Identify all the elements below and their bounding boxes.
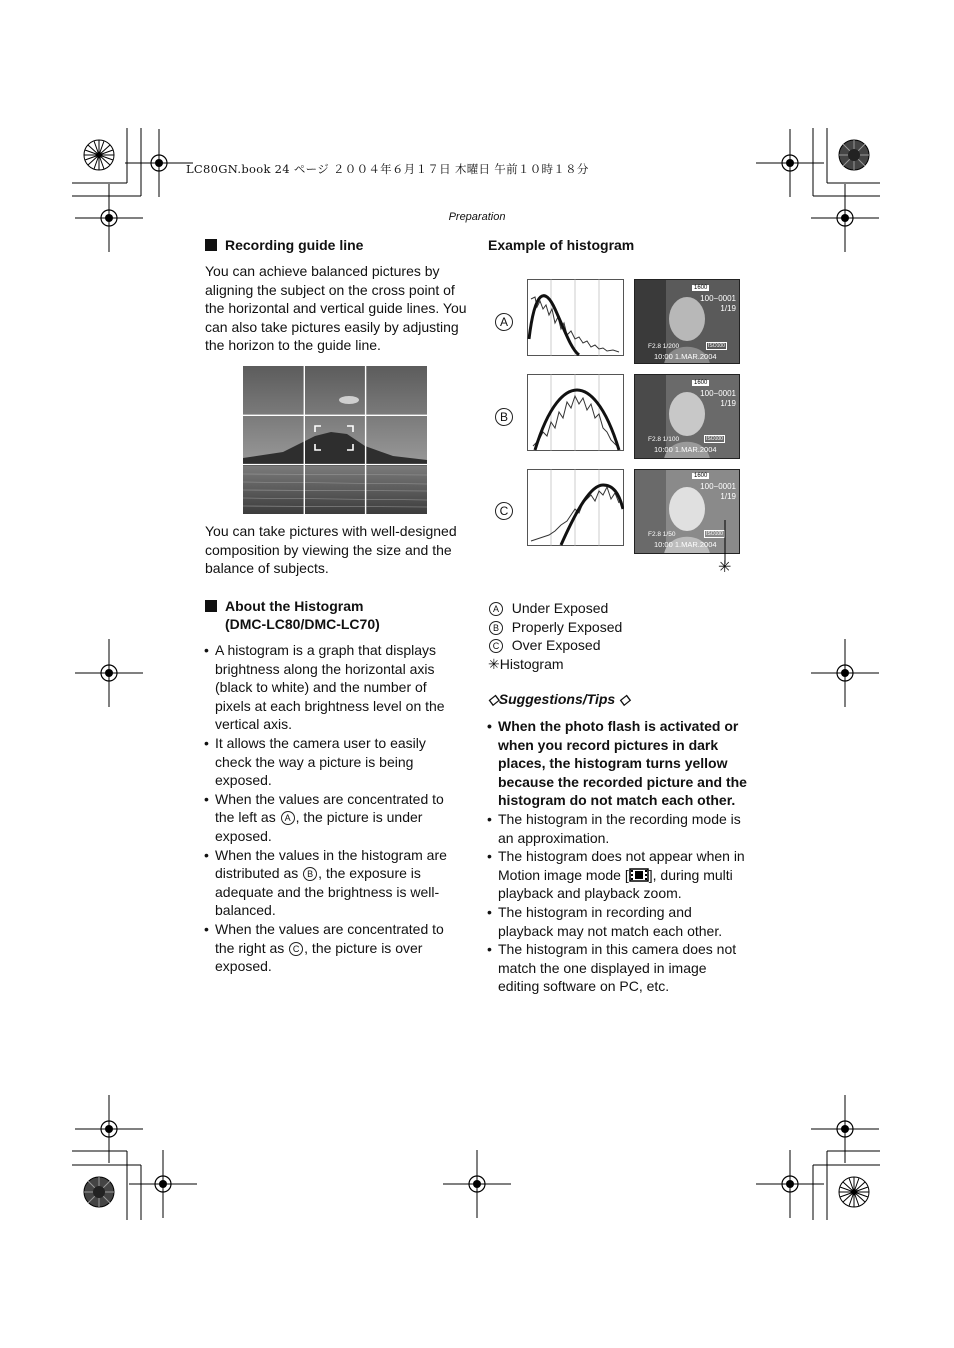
exposure-legend <box>488 599 622 673</box>
histogram-bullets <box>204 641 462 976</box>
histogram-graph-b <box>527 374 624 451</box>
asterisk-marker: ✳ <box>718 559 732 576</box>
example-heading: Example of histogram <box>488 237 635 253</box>
guide-caption: You can take pictures with well-designed composition by viewing the size and the balance of subjects. <box>205 523 457 577</box>
mark-b-icon: B <box>303 867 317 881</box>
histogram-graph-a <box>527 279 624 356</box>
mark-c-icon: C <box>289 942 303 956</box>
camera-screen-a: 1600 100−0001 1/19 F2.8 1/200 ISO100 10:00 1.MAR.2004 <box>634 279 740 364</box>
list-item: • A histogram is a graph that displays brightness along the horizontal axis (black to white) and the number of pixels at each brightness level on the vertical axis. <box>204 641 462 734</box>
legend-item: C Over Exposed <box>488 636 622 655</box>
square-bullet-icon <box>205 239 217 251</box>
list-item: • The histogram in this camera does not match the one displayed in image editing software on PC, etc. <box>487 940 749 996</box>
camera-screen-c: 1600 100−0001 1/19 F2.8 1/50 ISO100 10:00 1.MAR.2004 <box>634 469 740 554</box>
label-b-icon: B <box>495 408 513 426</box>
legend-item: B Properly Exposed <box>488 618 622 637</box>
histogram-graph-c <box>527 469 624 546</box>
guide-line-photo <box>243 366 427 514</box>
square-bullet-icon <box>205 600 217 612</box>
list-item: • The histogram does not appear when in Motion image mode [ ], during multi playback and playback zoom. <box>487 847 749 903</box>
legend-item: ✳Histogram <box>488 655 564 672</box>
list-item: • When the values are concentrated to the left as A , the picture is under exposed. <box>204 790 462 846</box>
print-header: LC80GN.book 24 ページ ２００４年６月１７日 木曜日 午前１０時１８分 <box>186 162 589 176</box>
running-head: Preparation <box>448 211 506 223</box>
label-c-icon: C <box>495 502 513 520</box>
list-item: • It allows the camera user to easily check the way a picture is being exposed. <box>204 734 462 790</box>
list-item: • When the values are concentrated to the right as C , the picture is over exposed. <box>204 920 462 976</box>
tips-list <box>487 717 749 996</box>
tips-title: ◇Suggestions/Tips ◇ <box>488 691 630 707</box>
label-a-icon: A <box>495 313 513 331</box>
histogram-heading: About the Histogram (DMC-LC80/DMC-LC70) <box>205 597 380 633</box>
legend-item: A Under Exposed <box>488 599 622 618</box>
list-item: • When the values in the histogram are distributed as B , the exposure is adequate and the brightness is well-balanced. <box>204 846 462 920</box>
list-item: • When the photo flash is activated or when you record pictures in dark places, the histogram turns yellow because the recorded picture and the histogram do not match each other. <box>487 717 749 810</box>
guide-paragraph: You can achieve balanced pictures by aligning the subject on the cross point of the horizontal and vertical guide lines. You can also take pictures easily by adjusting the horizon to the guide line. <box>205 263 467 354</box>
camera-screen-b: 1600 100−0001 1/19 F2.8 1/100 ISO100 10:00 1.MAR.2004 <box>634 374 740 459</box>
motion-image-icon <box>629 868 649 882</box>
mark-a-icon: A <box>281 811 295 825</box>
list-item: • The histogram in recording and playback may not match each other. <box>487 903 749 940</box>
guide-heading: Recording guide line <box>205 236 363 254</box>
list-item: • The histogram in the recording mode is an approximation. <box>487 810 749 847</box>
